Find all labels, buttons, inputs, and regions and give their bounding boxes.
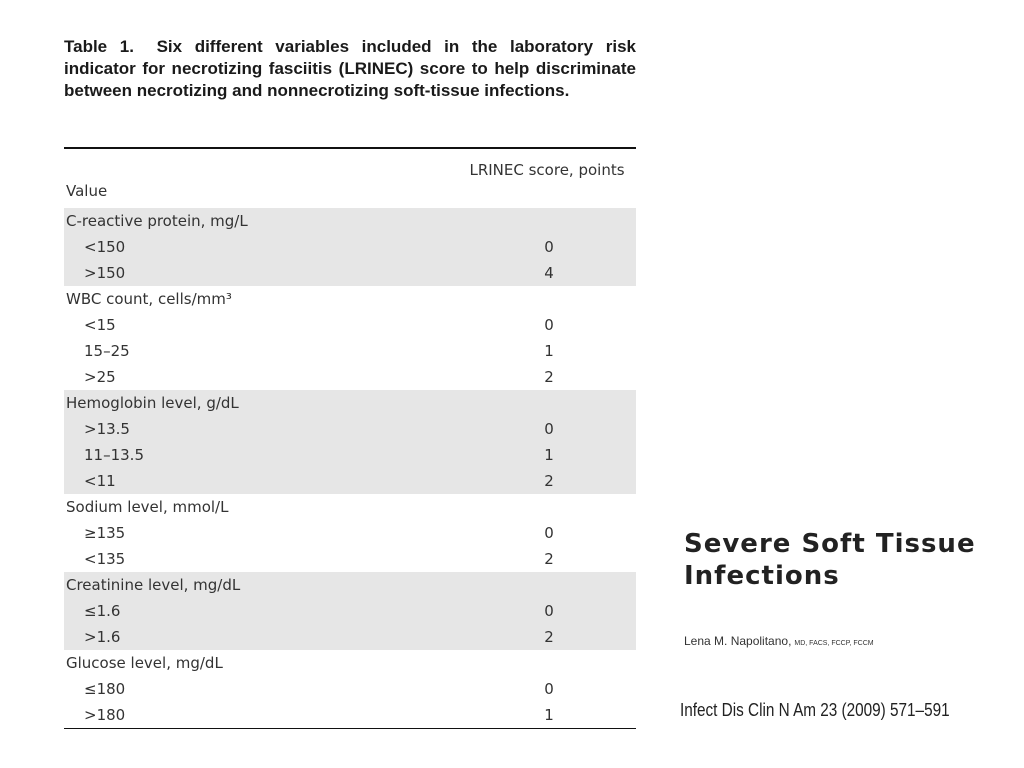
table-group (64, 650, 636, 728)
document-title (684, 528, 1004, 592)
range-cell: ≤180 (84, 680, 126, 698)
range-cell: >1.6 (84, 628, 121, 646)
range-cell: <135 (84, 550, 126, 568)
table-row (64, 364, 636, 390)
points-cell: 0 (544, 420, 554, 438)
table-row (64, 260, 636, 286)
table-row (64, 546, 636, 572)
table-group-header-row (64, 286, 636, 312)
table-row (64, 468, 636, 494)
variable-name: WBC count, cells/mm³ (66, 290, 232, 308)
table-row (64, 520, 636, 546)
table-row (64, 624, 636, 650)
table-row (64, 416, 636, 442)
table-group (64, 208, 636, 286)
table-caption-text: Six different variables included in the laboratory risk indicator for necrotizing fasciitis (LRINEC) score to help discriminate between necrotizing and nonnecrotizing soft-tissue infections. (64, 37, 636, 100)
table-group (64, 390, 636, 494)
table-row (64, 442, 636, 468)
points-cell: 1 (544, 342, 554, 360)
table-group-header-row (64, 572, 636, 598)
points-cell: 0 (544, 238, 554, 256)
variable-name: Creatinine level, mg/dL (66, 576, 241, 594)
points-cell: 0 (544, 680, 554, 698)
table-group-header-row (64, 208, 636, 234)
points-cell: 4 (544, 264, 554, 282)
journal-citation: Infect Dis Clin N Am 23 (2009) 571–591 (680, 700, 950, 720)
table-row (64, 338, 636, 364)
range-cell: ≥135 (84, 524, 126, 542)
table-row (64, 234, 636, 260)
range-cell: <150 (84, 238, 126, 256)
points-cell: 0 (544, 524, 554, 542)
range-cell: 11–13.5 (84, 446, 144, 464)
points-cell: 2 (544, 472, 554, 490)
table-group (64, 286, 636, 390)
variable-name: Sodium level, mmol/L (66, 498, 229, 516)
table-row (64, 598, 636, 624)
points-cell: 1 (544, 706, 554, 724)
range-cell: >150 (84, 264, 126, 282)
lrinec-table (64, 147, 636, 729)
author-line (684, 634, 874, 648)
document-title-line-1: Severe Soft Tissue (684, 529, 976, 559)
score-column-header: LRINEC score, points (469, 161, 625, 179)
range-cell: >13.5 (84, 420, 130, 438)
table-group-header-row (64, 390, 636, 416)
table-row (64, 676, 636, 702)
points-cell: 2 (544, 628, 554, 646)
table-caption (64, 36, 636, 102)
range-cell: ≤1.6 (84, 602, 121, 620)
value-column-header: Value (66, 182, 108, 200)
variable-name: C-reactive protein, mg/L (66, 212, 248, 230)
range-cell: <15 (84, 316, 116, 334)
points-cell: 0 (544, 316, 554, 334)
table-header-row (64, 149, 636, 208)
table-bottom-rule (64, 728, 636, 729)
author-name: Lena M. Napolitano, (684, 634, 792, 648)
points-cell: 2 (544, 368, 554, 386)
table-body (64, 208, 636, 728)
points-cell: 1 (544, 446, 554, 464)
table-group-header-row (64, 494, 636, 520)
table-group (64, 494, 636, 572)
range-cell: <11 (84, 472, 116, 490)
range-cell: >25 (84, 368, 116, 386)
range-cell: 15–25 (84, 342, 130, 360)
variable-name: Hemoglobin level, g/dL (66, 394, 239, 412)
range-cell: >180 (84, 706, 126, 724)
variable-name: Glucose level, mg/dL (66, 654, 223, 672)
table-row (64, 702, 636, 728)
document-title-line-2: Infections (684, 561, 840, 591)
table-row (64, 312, 636, 338)
table-group-header-row (64, 650, 636, 676)
table-label: Table 1. (64, 37, 134, 56)
table-group (64, 572, 636, 650)
points-cell: 0 (544, 602, 554, 620)
author-credentials: MD, FACS, FCCP, FCCM (794, 640, 874, 647)
points-cell: 2 (544, 550, 554, 568)
